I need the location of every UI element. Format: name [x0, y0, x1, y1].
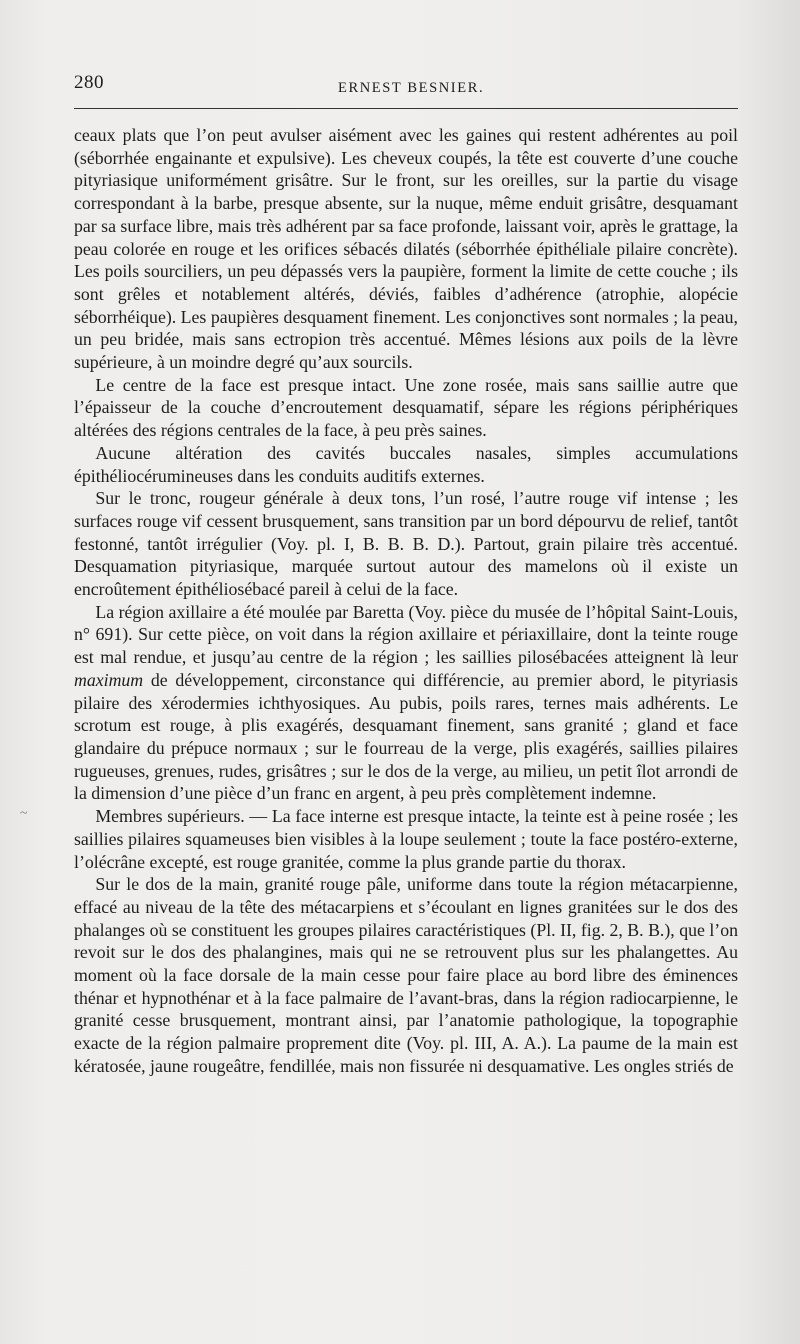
page-header — [74, 72, 760, 102]
margin-mark: ~ — [20, 806, 28, 821]
axillary-emphasis: maximum — [74, 669, 144, 690]
paragraph-axillary — [74, 601, 738, 805]
body-text — [74, 124, 738, 1078]
paragraph-trunk: Sur le tronc, rougeur générale à deux tons, l’un rosé, l’autre rouge vif intense ; les surfaces rouge vif cessent brusquement, sans transition par un bord dépourvu de relief, tantôt festonné, tantôt irrégulier (Voy. pl. I, B. B. B. D.). Partout, grain pilaire très accentué. Desquamation pityriasique, marquée surtout autour des mamelons où il existe un encroûtement épithéliosébacé pareil à celui de la face. — [74, 488, 738, 600]
axillary-text-end: de développement, circonstance qui différencie, au premier abord, le pityriasis pilaire des xérodermies ichthyosiques. Au pubis, poils rares, ternes mais adhérents. Le scrotum est rouge, à plis exagérés, desquamant finement, sans granité ; gland et face glandaire du prépuce normaux ; sur le fourreau de la verge, plis exagérés, saillies pilaires rugueuses, grenues, rudes, grisâtres ; sur le dos de la verge, au milieu, un petit îlot arrondi de la dimension d’une pièce d’un franc en argent, à peu près complètement indemne. — [74, 669, 738, 804]
paragraph-upper-limbs: Membres supérieurs. — La face interne est presque intacte, la teinte est à peine rosée ; les saillies pilaires squameuses bien visibles à la loupe seulement ; toute la face postéro-externe, l’olécrâne excepté, est rouge granitée, comme la plus grande partie du thorax. — [74, 806, 738, 872]
header-rule — [74, 108, 738, 109]
paragraph-hand: Sur le dos de la main, granité rouge pâle, uniforme dans toute la région métacarpienne, effacé au niveau de la tête des métacarpiens et s’écoulant en lignes granitées sur le dos des phalanges où se constituent les groupes pilaires caractéristiques (Pl. II, fig. 2, B. B.), que l’on revoit sur le dos des phalangines, mais qui ne se retrouvent plus sur les phalangettes. Au moment où la face dorsale de la main cesse pour faire place au bord libre des éminences thénar et hypnothénar et à la face palmaire de l’avant-bras, dans la région radiocarpienne, le granité cesse brusquement, montrant ainsi, par l’anatomie pathologique, la topographie exacte de la région palmaire proprement dite (Voy. pl. III, A. A.). La paume de la main est kératosée, jaune rougeâtre, fendillée, mais non fissurée ni desquamative. Les ongles striés de — [74, 874, 738, 1076]
paragraph-scalp: ceaux plats que l’on peut avulser aisément avec les gaines qui restent adhérentes au poil (séborrhée engainante et expulsive). Les cheveux coupés, la tête est couverte d’une couche pityriasique uniformément grisâtre. Sur le front, sur les oreilles, sur la partie du visage correspondant à la barbe, presque absente, sur la nuque, même enduit grisâtre, desquamant par sa surface libre, mais très adhérent par sa face profonde, laissant voir, après le grattage, la peau colorée en rouge et les orifices sébacés dilatés (séborrhée épithéliale pilaire concrète). Les poils sourciliers, un peu dépassés vers la paupière, forment la limite de cette couche ; ils sont grêles et notablement altérés, déviés, faibles d’adhérence (atrophie, alopécie séborrhéique). Les paupières desquament finement. Les conjonctives sont normales ; la peau, un peu bridée, mais sans ectropion très accentué. Mêmes lésions aux poils de la lèvre supérieure, à un moindre degré qu’aux sourcils. — [74, 125, 738, 373]
page-number: 280 — [74, 72, 104, 93]
running-head: ERNEST BESNIER. — [338, 80, 485, 96]
axillary-text-start: La région axillaire a été moulée par Baretta (Voy. pièce du musée de l’hôpital Saint-Louis, n° 691). Sur cette pièce, on voit dans la région axillaire et périaxillaire, dont la teinte rouge est mal rendue, et jusqu’au centre de la région ; les saillies pilosébacées atteignent là leur — [74, 601, 738, 668]
paragraph-face-center: Le centre de la face est presque intact. Une zone rosée, mais sans saillie autre que l’épaisseur de la couche d’encroutement desquamatif, sépare les régions périphériques altérées des régions centrales de la face, à peu près saines. — [74, 374, 738, 441]
paragraph-cavities: Aucune altération des cavités buccales nasales, simples accumulations épithéliocérumineuses dans les conduits auditifs externes. — [74, 442, 738, 486]
